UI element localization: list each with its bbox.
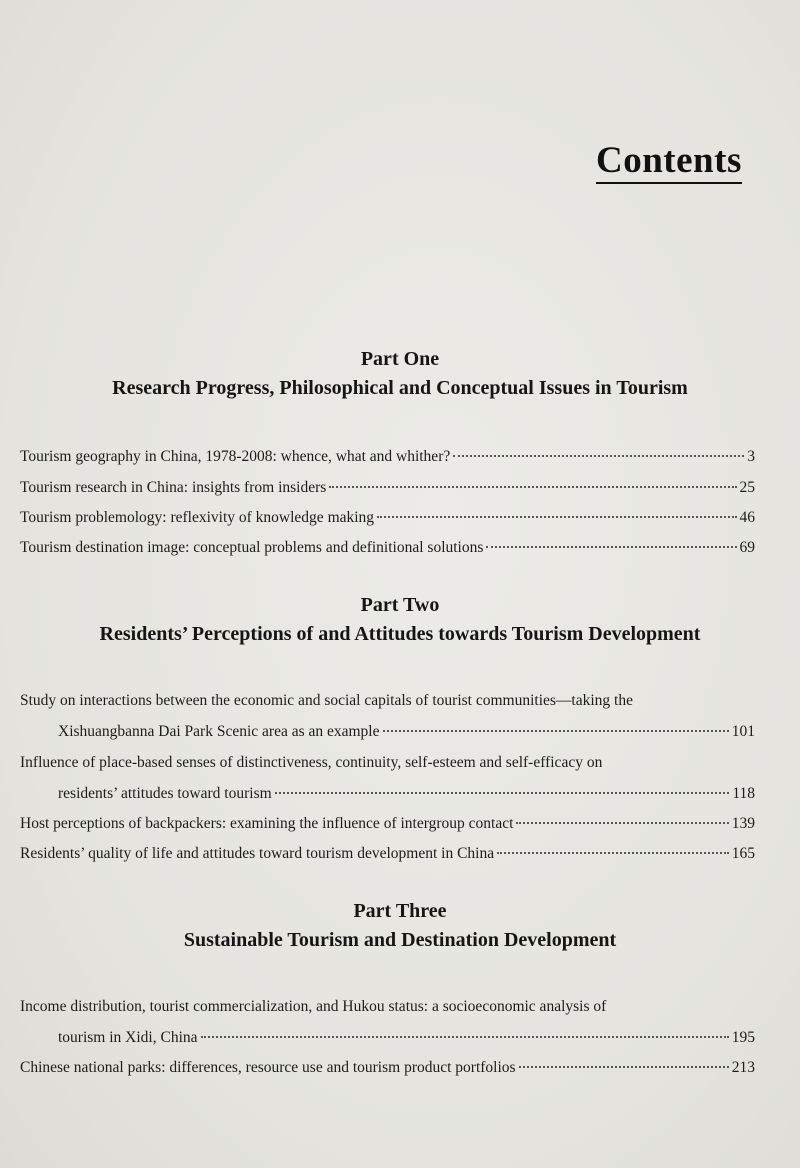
toc-entry-title-cont: residents’ attitudes toward tourism: [58, 785, 272, 802]
toc-entry-title: Tourism geography in China, 1978-2008: whence, what and whither?: [20, 448, 451, 465]
toc-entry-title: Tourism research in China: insights from insiders: [20, 479, 327, 496]
toc-page-number: 101: [731, 723, 755, 740]
toc-entry[interactable]: [20, 754, 755, 803]
toc-page-number: 69: [739, 539, 755, 556]
part-two-heading: [0, 594, 800, 646]
dot-leader: [497, 852, 729, 854]
toc-page-number: 213: [731, 1059, 755, 1076]
toc-entry-title: Income distribution, tourist commercialization, and Hukou status: a socioeconomic analysis of: [20, 998, 607, 1015]
dot-leader: [383, 730, 729, 732]
toc-entry-title: Host perceptions of backpackers: examining the influence of intergroup contact: [20, 815, 514, 832]
contents-title: Contents: [596, 142, 742, 184]
toc-entry[interactable]: [20, 479, 755, 497]
toc-entry[interactable]: [20, 845, 755, 863]
toc-entry-title: Tourism destination image: conceptual problems and definitional solutions: [20, 539, 484, 556]
toc-page-number: 118: [732, 785, 755, 802]
toc-entry-title: Study on interactions between the economic and social capitals of tourist communities—taking the: [20, 692, 633, 709]
toc-entry[interactable]: [20, 1059, 755, 1077]
dot-leader: [377, 516, 736, 518]
toc-entry-title: Tourism problemology: reflexivity of knowledge making: [20, 509, 375, 526]
toc-entry-title: Residents’ quality of life and attitudes toward tourism development in China: [20, 845, 495, 862]
dot-leader: [486, 546, 736, 548]
part-one-heading: [0, 348, 800, 400]
part-two-label: Part Two: [360, 594, 440, 616]
dot-leader: [519, 1066, 729, 1068]
toc-entry[interactable]: [20, 539, 755, 557]
dot-leader: [453, 455, 744, 457]
dot-leader: [201, 1036, 729, 1038]
toc-page-number: 195: [731, 1029, 755, 1046]
toc-entry[interactable]: [20, 509, 755, 527]
toc-page-number: 165: [731, 845, 755, 862]
dot-leader: [329, 486, 736, 488]
toc-page-number: 25: [739, 479, 755, 496]
dot-leader: [516, 822, 728, 824]
dot-leader: [275, 792, 730, 794]
part-two-title: Residents’ Perceptions of and Attitudes towards Tourism Development: [99, 623, 701, 645]
part-one-label: Part One: [360, 348, 440, 370]
toc-page-number: 3: [747, 448, 755, 465]
part-one-title: Research Progress, Philosophical and Conceptual Issues in Tourism: [112, 377, 688, 399]
part-three-heading: [0, 900, 800, 952]
toc-page-number: 139: [731, 815, 755, 832]
toc-entry[interactable]: [20, 692, 755, 741]
toc-page-number: 46: [739, 509, 755, 526]
toc-entry-title-cont: tourism in Xidi, China: [58, 1029, 198, 1046]
toc-entry-title: Chinese national parks: differences, resource use and tourism product portfolios: [20, 1059, 516, 1076]
toc-entry-title-cont: Xishuangbanna Dai Park Scenic area as an example: [58, 723, 380, 740]
toc-entry[interactable]: [20, 815, 755, 833]
toc-entry[interactable]: [20, 998, 755, 1047]
part-three-label: Part Three: [353, 900, 447, 922]
toc-entry[interactable]: [20, 448, 755, 466]
part-three-title: Sustainable Tourism and Destination Development: [183, 929, 617, 951]
toc-entry-title: Influence of place-based senses of distinctiveness, continuity, self-esteem and self-efficacy on: [20, 754, 603, 771]
